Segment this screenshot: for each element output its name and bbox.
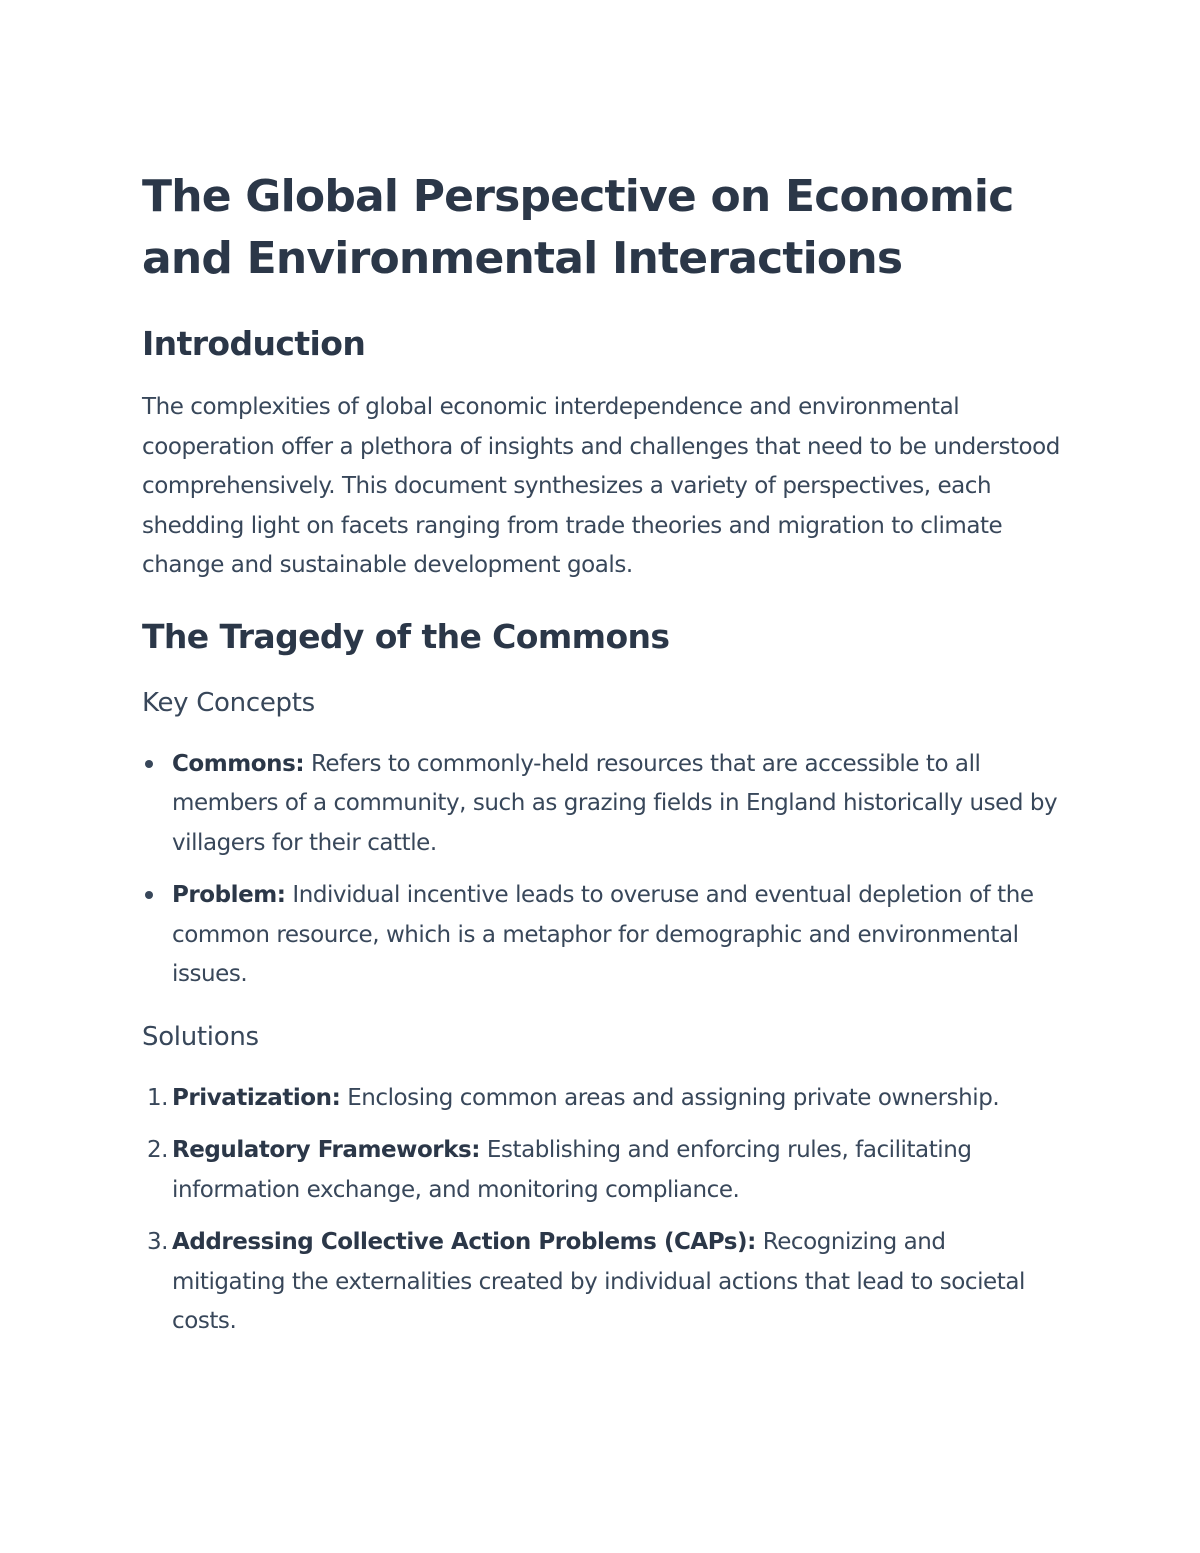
term-description: Recognizing and mitigating the externalities created by individual actions that lead to societal costs. (172, 1229, 1025, 1334)
solutions-list (142, 1079, 1062, 1342)
bullet-icon (145, 760, 153, 768)
list-item (142, 1131, 1062, 1210)
bullet-icon (145, 891, 153, 899)
introduction-paragraph: The complexities of global economic interdependence and environmental cooperation offer a plethora of insights and challenges that need to be understood comprehensively. This document synthesizes a variety of perspectives, each shedding light on facets ranging from trade theories and migration to climate change and sustainable development goals. (142, 394, 1060, 578)
list-number: 1. (146, 1084, 168, 1111)
list-item (142, 745, 1062, 864)
term-description: Enclosing common areas and assigning private ownership. (340, 1084, 1000, 1111)
term-label: Problem: (172, 882, 286, 908)
term-description: Individual incentive leads to overuse and eventual depletion of the common resource, which is a metaphor for demographic and environmental issues. (172, 882, 1034, 987)
list-item (142, 1079, 1062, 1119)
term-label: Addressing Collective Action Problems (CAPs): (172, 1229, 756, 1255)
list-number: 2. (146, 1137, 168, 1163)
key-concepts-list (142, 745, 1062, 995)
term-label: Regulatory Frameworks: (172, 1137, 481, 1163)
term-label: Commons: (172, 750, 305, 777)
list-number: 3. (146, 1229, 168, 1255)
list-item (142, 1223, 1062, 1342)
term-description: Establishing and enforcing rules, facilitating information exchange, and monitoring compliance. (172, 1137, 972, 1203)
list-item (142, 876, 1062, 995)
term-label: Privatization: (172, 1084, 341, 1111)
solutions-heading: Solutions (142, 1021, 259, 1052)
key-concepts-heading: Key Concepts (142, 687, 315, 718)
document-title: The Global Perspective on Economic and Environmental Interactions (142, 171, 1014, 284)
term-description: Refers to commonly-held resources that are accessible to all members of a community, such as grazing fields in England historically used by villagers for their cattle. (172, 750, 1058, 856)
introduction-heading: Introduction (142, 324, 366, 363)
tragedy-of-commons-heading: The Tragedy of the Commons (142, 616, 670, 656)
document-page (142, 166, 1062, 1342)
